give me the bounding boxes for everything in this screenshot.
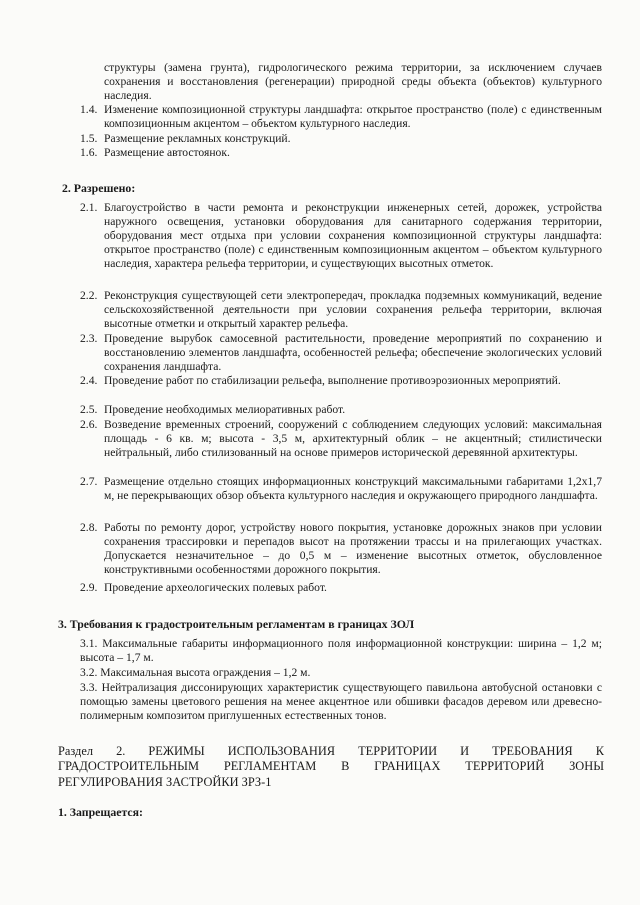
list-item-1-4 [80,103,602,131]
item-number: 2.4. [80,374,98,387]
item-text: Проведение работ по стабилизации рельефа, выполнение противоэрозионных мероприятий. [104,374,561,387]
item-number: 1.6. [80,146,98,159]
item-number: 2.6. [80,418,98,431]
list-item-2-5 [80,403,602,417]
item-number: 1.5. [80,132,98,145]
heading-allowed: 2. Разрешено: [62,181,136,195]
item-number: 2.3. [80,332,98,345]
paragraph-continuation: структуры (замена грунта), гидрологического режима территории, за исключением случаев сохранения и восстановления (регенерации) природной среды объекта (объектов) культурного наследия. [104,61,602,102]
item-text: Размещение отдельно стоящих информационных конструкций максимальными габаритами 1,2х1,7 м, не перекрывающих обзор объекта культурного наследия и окружающего природного ландшафта. [104,475,602,502]
item-number: 2.5. [80,403,98,416]
list-item-1-6 [80,146,602,160]
list-item-2-9 [80,581,602,595]
list-item-2-1 [80,201,602,271]
list-item-2-4 [80,374,602,402]
heading-requirements: 3. Требования к градостроительным регламентам в границах ЗОЛ [58,617,415,631]
section-title-line-2: ГРАДОСТРОИТЕЛЬНЫМ РЕГЛАМЕНТАМ В ГРАНИЦАХ ТЕРРИТОРИЙ ЗОНЫ [58,759,604,774]
list-item-2-8 [80,521,602,577]
requirement-3-1: 3.1. Максимальные габариты информационного поля информационной конструкции: ширина – 1,2 м; высота – 1,7 м. [80,637,602,664]
item-number: 2.1. [80,201,98,214]
item-number: 1.4. [80,103,98,116]
section-title [58,744,604,790]
list-item-2-2 [80,289,602,331]
requirement-3-2: 3.2. Максимальная высота ограждения – 1,2 м. [80,666,311,679]
item-number: 2.7. [80,475,98,488]
item-text: Благоустройство в части ремонта и реконструкции инженерных сетей, дорожек, устройства наружного освещения, установки оборудования для санитарного содержания территории, оборудования мест отдыха при условии сохранения композиционной структуры ландшафта: открытое пространство (поле) с единственным композиционным акцентом – объектом культурного наследия, характера рельефа территории, и существующих высотных отметок. [104,201,602,270]
item-text: Проведение необходимых мелиоративных работ. [104,403,346,416]
item-text: Изменение композиционной структуры ландшафта: открытое пространство (поле) с единственным композиционным акцентом – объектом культурного наследия. [104,103,602,130]
item-text: Реконструкция существующей сети электропередач, прокладка подземных коммуникаций, ведение сельскохозяйственной деятельности при условии сохранения рельефа территории, включая высотные отметки и открытый характер рельефа. [104,289,602,330]
list-item-2-6 [80,418,602,474]
item-number: 2.2. [80,289,98,302]
requirement-3-3: 3.3. Нейтрализация диссонирующих характеристик существующего павильона автобусной остановки с помощью замены цветового решения на менее акцентное или обшивки фасадов деревом или древесно-полимерным композитом приглушенных естественных тонов. [80,681,602,722]
list-item-2-3 [80,332,602,374]
item-text: Возведение временных строений, сооружений с соблюдением следующих условий: максимальная площадь - 6 кв. м; высота - 3,5 м, архитектурный облик – не акцентный; стилистически нейтральный, либо стилизованный на основе примеров исторической деревянной архитектуры. [104,418,602,459]
section-title-line-1: Раздел 2. РЕЖИМЫ ИСПОЛЬЗОВАНИЯ ТЕРРИТОРИИ И ТРЕБОВАНИЯ К [58,744,604,758]
list-item-2-7 [80,475,602,517]
item-text: Размещение автостоянок. [104,146,230,159]
item-number: 2.8. [80,521,98,534]
heading-forbidden: 1. Запрещается: [58,805,143,819]
item-number: 2.9. [80,581,98,594]
item-text: Проведение вырубок самосевной растительности, проведение мероприятий по сохранению и восстановлению элементов ландшафта, особенностей рельефа; обеспечение экологических условий сохранения ландшафта. [104,332,602,373]
item-text: Работы по ремонту дорог, устройству нового покрытия, установке дорожных знаков при условии сохранения трассировки и перепадов высот на протяжении трассы и на прилегающих участках. Допускается незначительное – до 0,5 м – изменение высотных отметок, обусловленное конструктивными особенностями дорожного покрытия. [104,521,602,576]
item-text: Размещение рекламных конструкций. [104,132,291,145]
section-title-line-3: РЕГУЛИРОВАНИЯ ЗАСТРОЙКИ ЗРЗ-1 [58,774,272,789]
list-item-1-5 [80,132,602,146]
item-text: Проведение археологических полевых работ. [104,581,327,594]
